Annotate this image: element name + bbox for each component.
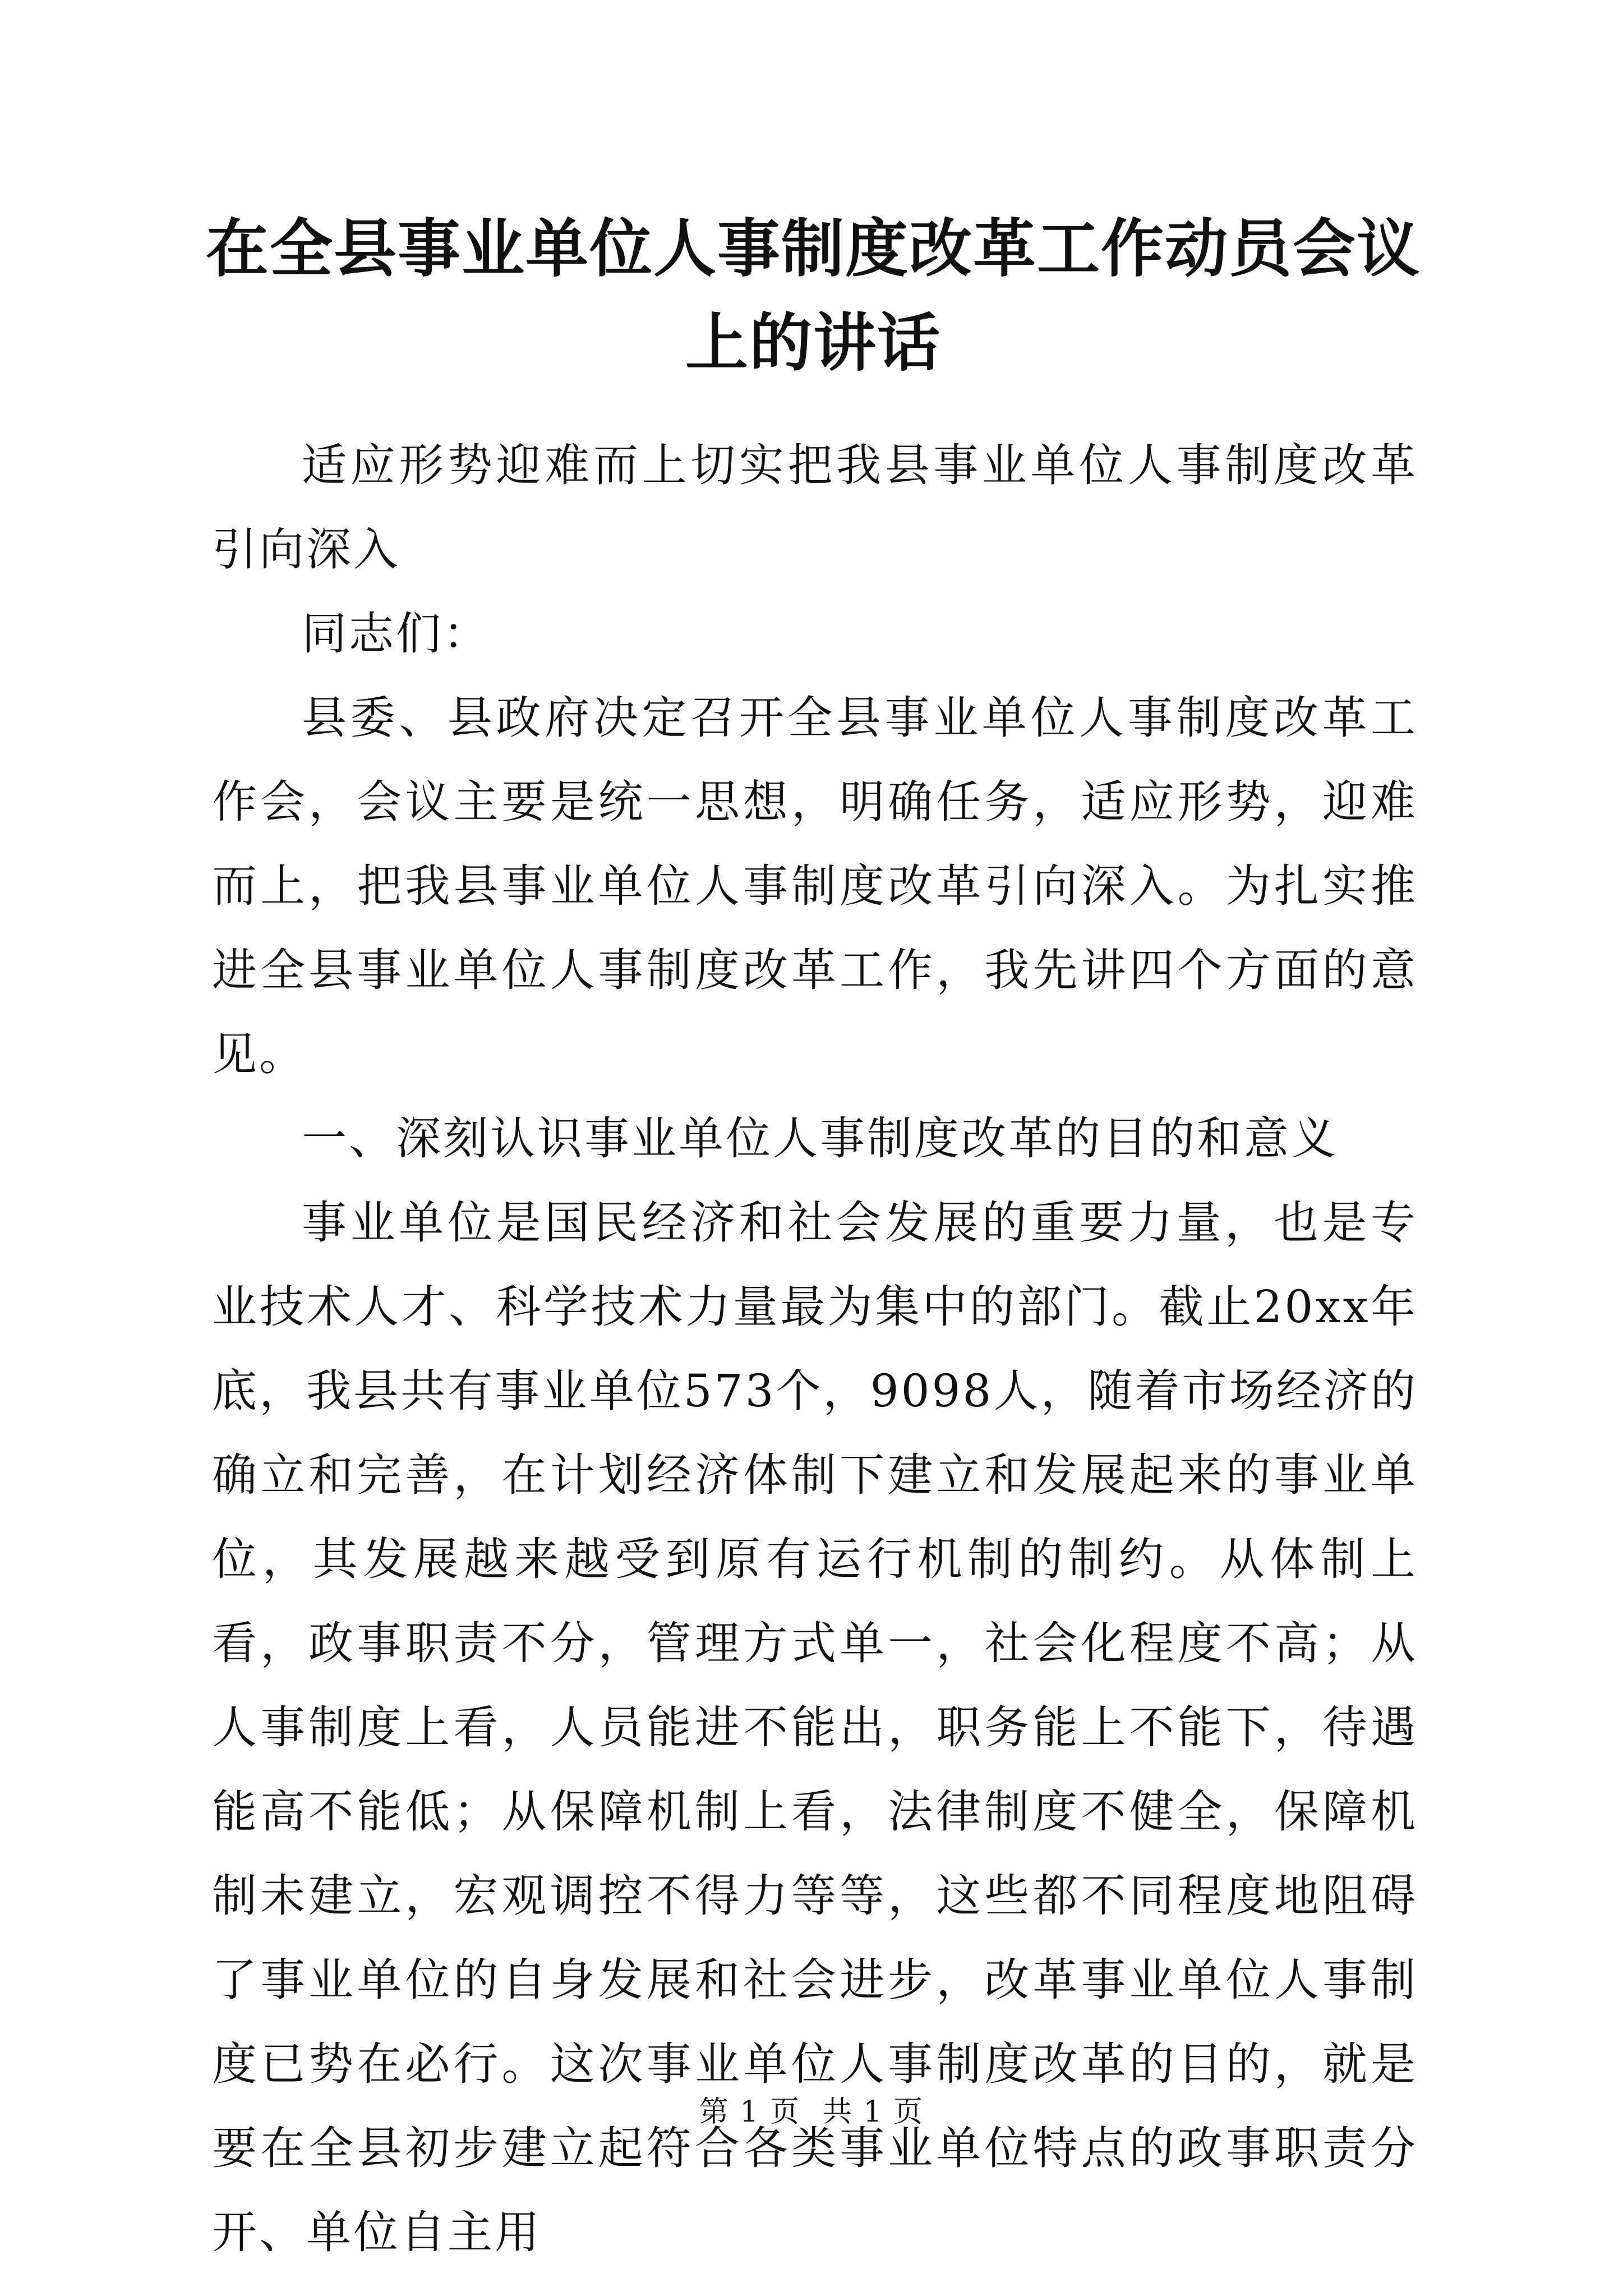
page-number: 第 1 页 <box>699 2095 800 2129</box>
document-subtitle: 适应形势迎难而上切实把我县事业单位人事制度改革引向深入 <box>212 439 1418 576</box>
section-heading-1: 一、深刻认识事业单位人事制度改革的目的和意义 <box>302 1112 1338 1165</box>
salutation: 同志们： <box>302 608 490 660</box>
paragraph-intro: 县委、县政府决定召开全县事业单位人事制度改革工作会，会议主要是统一思想，明确任务，适应形势，迎难而上，把我县事业单位人事制度改革引向深入。为扎实推进全县事业单位人事制度改革工作，我先讲四个方面的意见。 <box>212 692 1418 1080</box>
page-total: 共 1 页 <box>823 2095 924 2129</box>
paragraph-section-1: 事业单位是国民经济和社会发展的重要力量，也是专业技术人才、科学技术力量最为集中的部门。截止20xx年底，我县共有事业单位573个，9098人，随着市场经济的确立和完善，在计划经济体制下建立和发展起来的事业单位，其发展越来越受到原有运行机制的制约。从体制上看，政事职责不分，管理方式单一，社会化程度不高；从人事制度上看，人员能进不能出，职务能上不能下，待遇能高不能低；从保障机制上看，法律制度不健全，保障机制未建立，宏观调控不得力等等，这些都不同程度地阻碍了事业单位的自身发展和社会进步，改革事业单位人事制度已势在必行。这次事业单位人事制度改革的目的，就是要在全县初步建立起符合各类事业单位特点的政事职责分开、单位自主用 <box>212 1197 1418 2258</box>
document-body <box>212 424 1418 2275</box>
page-footer <box>0 2092 1623 2132</box>
document-title: 在全县事业单位人事制度改革工作动员会议上的讲话 <box>206 212 1421 380</box>
